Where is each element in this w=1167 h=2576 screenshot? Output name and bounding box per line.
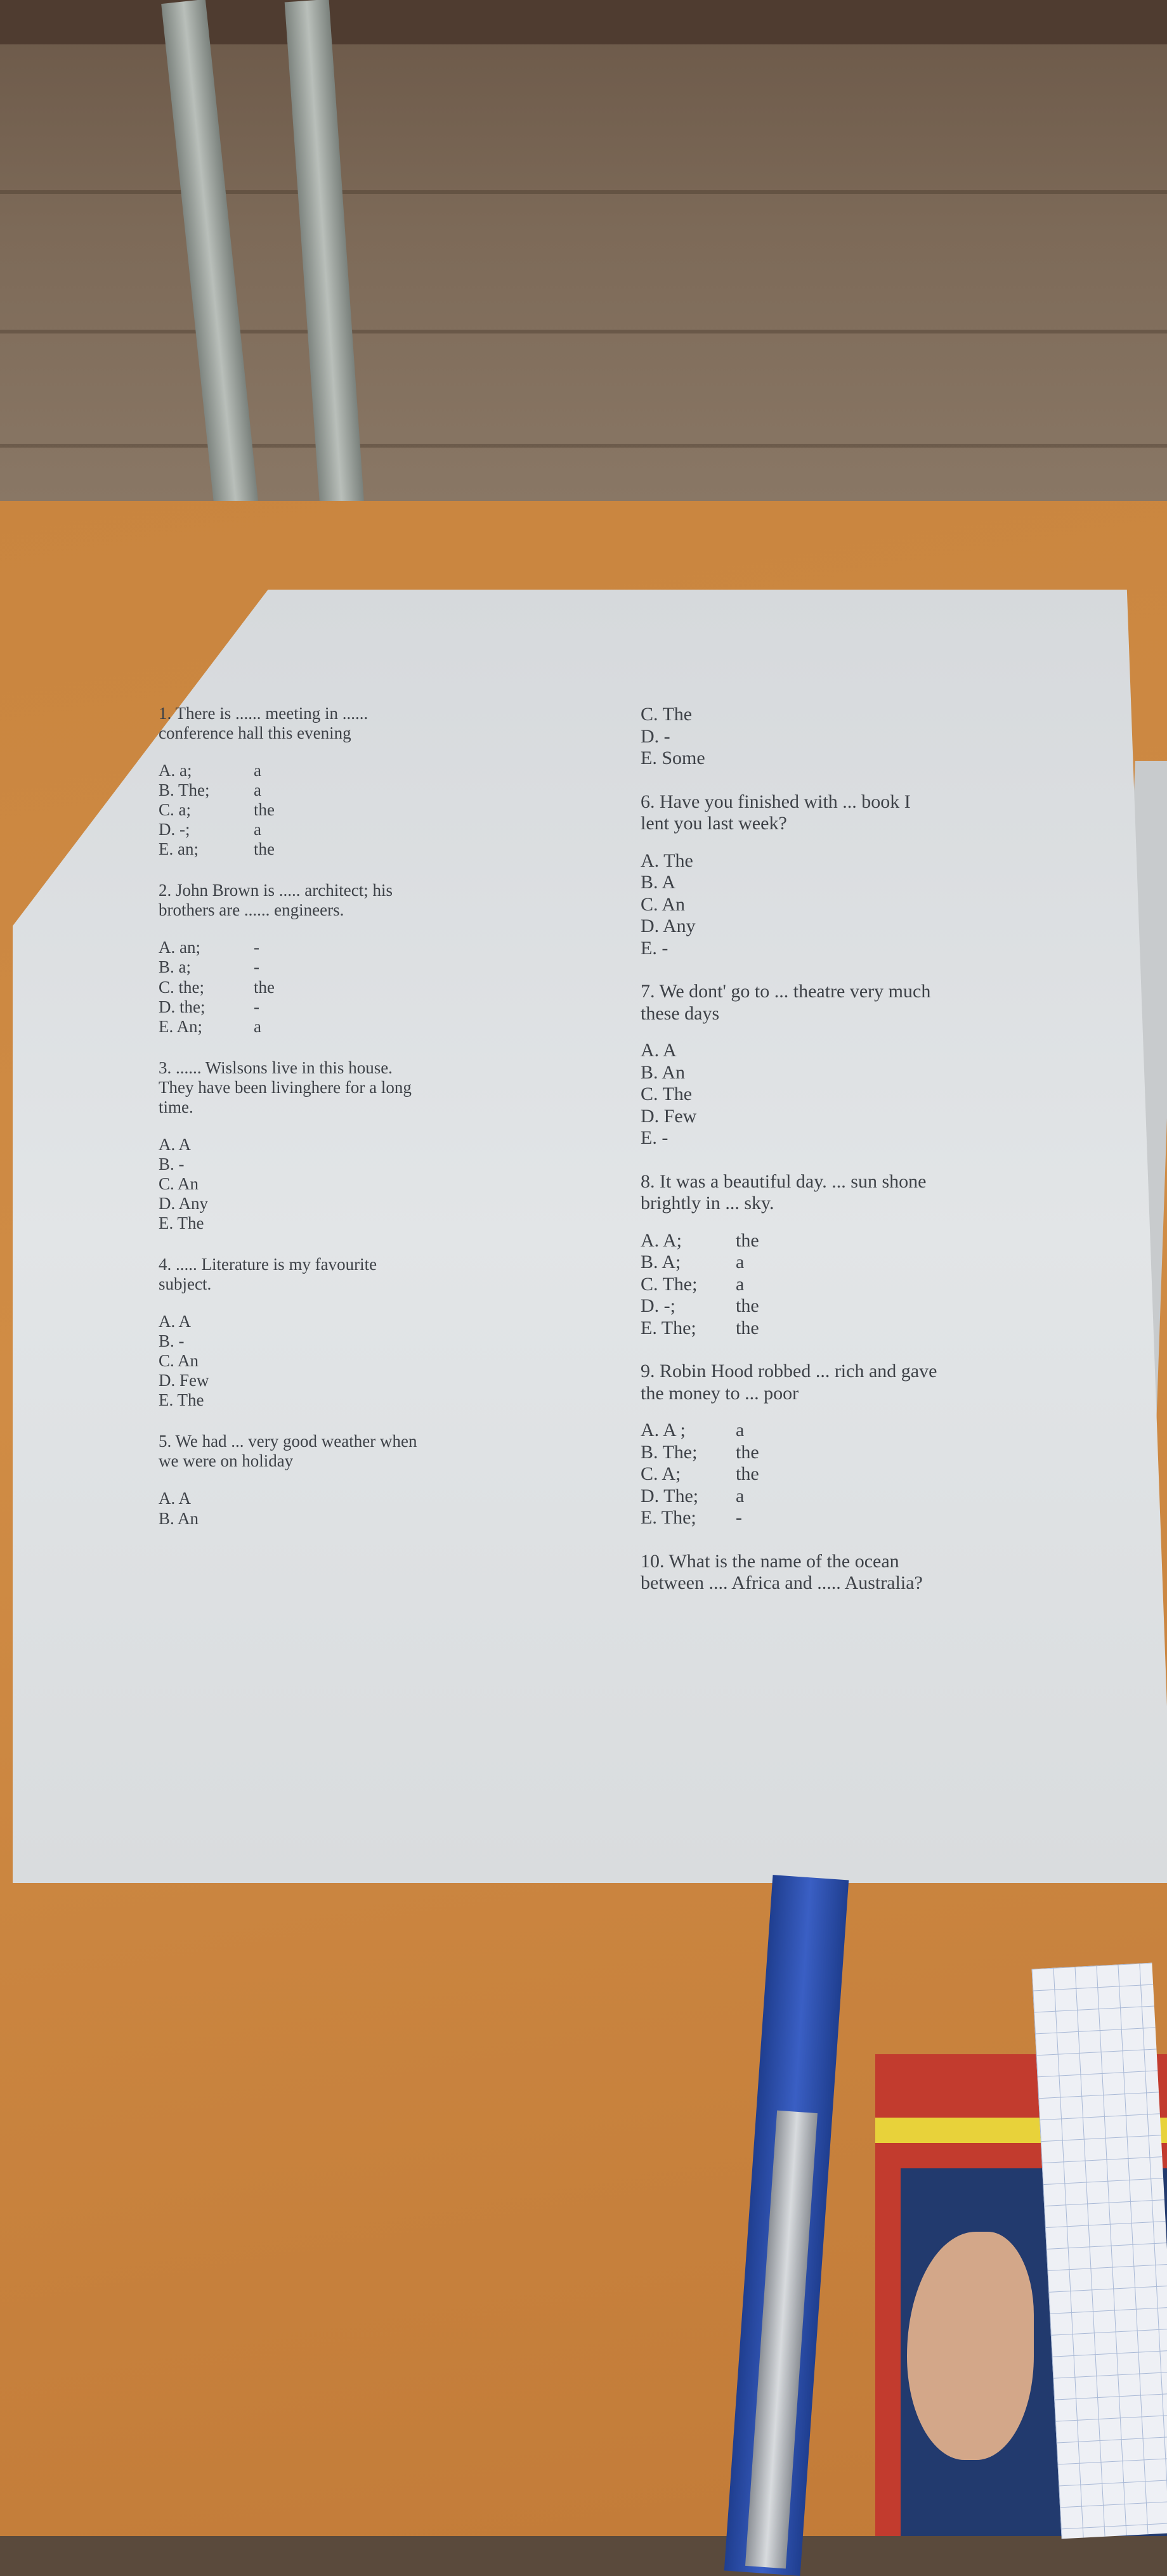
answer-option: [159, 1017, 615, 1037]
option-letter-first: E. -: [641, 1127, 668, 1148]
answer-option: [159, 978, 615, 997]
option-letter-first: E. The;: [641, 1507, 696, 1528]
option-letter-first: B. A;: [641, 1252, 681, 1272]
option-second: the: [736, 1229, 759, 1251]
option-letter-first: B. An: [159, 1508, 199, 1528]
answer-option: [159, 1214, 615, 1233]
question-text: 6. Have you finished with ... book I: [641, 791, 911, 812]
option-letter-first: A. a;: [159, 761, 192, 780]
option-letter-first: E. Some: [641, 748, 705, 768]
question-block-q2: [159, 881, 615, 1036]
question-text: brothers are ...... engineers.: [159, 900, 344, 920]
option-letter-first: E. The: [159, 1213, 204, 1233]
option-letter-first: A. A ;: [641, 1420, 686, 1440]
option-letter-first: D. Any: [641, 916, 696, 936]
answer-option: [159, 1331, 615, 1351]
answer-option: [641, 1230, 1123, 1252]
answer-option: [159, 1390, 615, 1410]
answer-option: [159, 1489, 615, 1508]
option-letter-first: E. The;: [641, 1317, 696, 1338]
option-second: a: [736, 1420, 745, 1440]
question-text: between .... Africa and ..... Australia?: [641, 1572, 923, 1593]
option-second: -: [254, 938, 259, 957]
option-letter-first: C. the;: [159, 977, 204, 997]
answer-option: [641, 1084, 1123, 1106]
question-text: 1. There is ...... meeting in ......: [159, 704, 368, 723]
question-text: 7. We dont' go to ... theatre very much: [641, 981, 931, 1002]
option-second: the: [736, 1295, 759, 1316]
question-text: 10. What is the name of the ocean: [641, 1550, 899, 1572]
answer-option: [641, 1040, 1123, 1062]
option-second: the: [736, 1317, 759, 1338]
option-letter-first: D. -;: [641, 1295, 675, 1316]
option-letter-first: D. -: [641, 725, 670, 747]
answer-option: [641, 1062, 1123, 1084]
option-second: the: [254, 800, 275, 820]
question-text: lent you last week?: [641, 813, 787, 834]
option-letter-first: D. The;: [641, 1485, 699, 1506]
option-letter-first: A. A: [159, 1312, 192, 1331]
option-second: the: [736, 1441, 759, 1463]
answer-option: [641, 872, 1123, 894]
answer-option: [159, 1351, 615, 1371]
option-letter-first: C. A;: [641, 1463, 681, 1484]
question-text: 5. We had ... very good weather when: [159, 1432, 417, 1451]
option-letter-first: E. -: [641, 937, 668, 959]
answer-option: [641, 726, 1123, 748]
question-block-q5-cont: [641, 704, 1123, 770]
question-block-q9: [641, 1361, 1123, 1529]
option-letter-first: A. A: [641, 1040, 677, 1061]
answer-option: [641, 938, 1123, 960]
answer-option: [641, 1463, 1123, 1485]
question-text: conference hall this evening: [159, 723, 351, 743]
answer-option: [641, 1127, 1123, 1149]
answer-option: [159, 780, 615, 800]
answer-option: [641, 1317, 1123, 1340]
left-column: [159, 704, 615, 1550]
question-text: 8. It was a beautiful day. ... sun shone: [641, 1170, 927, 1192]
option-second: a: [254, 761, 261, 780]
question-text: brightly in ... sky.: [641, 1193, 774, 1214]
answer-option: [159, 1509, 615, 1529]
answer-option: [159, 761, 615, 780]
option-letter-first: B. -: [159, 1331, 185, 1351]
answer-option: [641, 1507, 1123, 1529]
answer-option: [641, 704, 1123, 726]
answer-option: [159, 1312, 615, 1331]
question-block-q6: [641, 791, 1123, 960]
answer-option: [159, 1371, 615, 1390]
option-letter-first: D. the;: [159, 997, 205, 1016]
option-letter-first: A. A: [159, 1134, 192, 1154]
option-second: -: [254, 997, 259, 1016]
option-letter-first: E. an;: [159, 839, 199, 859]
option-letter-first: D. Few: [159, 1371, 209, 1390]
option-letter-first: B. The;: [159, 780, 210, 800]
option-letter-first: C. The;: [641, 1273, 698, 1295]
option-letter-first: C. The: [641, 704, 693, 725]
option-letter-first: C. An: [159, 1174, 199, 1193]
option-letter-first: C. An: [641, 893, 686, 915]
option-letter-first: C. The: [641, 1084, 693, 1104]
option-letter-first: D. -;: [159, 820, 190, 839]
question-text: the money to ... poor: [641, 1382, 799, 1404]
answer-option: [641, 748, 1123, 770]
option-letter-first: B. -: [159, 1154, 185, 1174]
option-second: -: [254, 957, 259, 977]
question-block-q4: [159, 1255, 615, 1410]
answer-option: [159, 1135, 615, 1155]
answer-option: [641, 850, 1123, 872]
question-text: we were on holiday: [159, 1451, 294, 1471]
option-letter-first: C. a;: [159, 800, 191, 820]
answer-option: [641, 1485, 1123, 1508]
option-letter-first: C. An: [159, 1351, 199, 1371]
answer-option: [641, 1274, 1123, 1296]
option-letter-first: A. A;: [641, 1229, 682, 1251]
answer-option: [641, 1106, 1123, 1128]
answer-option: [641, 1442, 1123, 1464]
option-letter-first: B. A: [641, 872, 676, 893]
answer-option: [159, 839, 615, 859]
answer-option: [641, 1252, 1123, 1274]
option-letter-first: A. an;: [159, 938, 200, 957]
question-block-q3: [159, 1058, 615, 1233]
answer-option: [159, 1194, 615, 1214]
question-text: 9. Robin Hood robbed ... rich and gave: [641, 1361, 937, 1382]
answer-option: [159, 938, 615, 957]
answer-option: [159, 997, 615, 1017]
option-second: the: [736, 1463, 759, 1484]
answer-option: [159, 800, 615, 820]
option-letter-first: E. The: [159, 1390, 204, 1410]
question-text: subject.: [159, 1274, 212, 1294]
question-text: 3. ...... Wislsons live in this house.: [159, 1058, 393, 1077]
answer-option: [641, 916, 1123, 938]
question-block-q5: [159, 1432, 615, 1528]
option-second: a: [736, 1273, 745, 1295]
question-text: 2. John Brown is ..... architect; his: [159, 881, 393, 900]
question-block-q7: [641, 981, 1123, 1149]
question-text: They have been livinghere for a long: [159, 1077, 412, 1097]
option-second: a: [254, 820, 261, 839]
option-letter-first: B. a;: [159, 957, 191, 977]
answer-option: [159, 820, 615, 839]
option-letter-first: B. The;: [641, 1441, 698, 1463]
question-block-q10: [641, 1551, 1123, 1610]
option-letter-first: A. A: [159, 1489, 192, 1508]
question-text: 4. ..... Literature is my favourite: [159, 1255, 377, 1274]
option-second: a: [254, 780, 261, 800]
question-block-q1: [159, 704, 615, 859]
question-text: these days: [641, 1002, 720, 1024]
option-letter-first: E. An;: [159, 1016, 203, 1036]
question-text: time.: [159, 1097, 193, 1116]
option-second: -: [736, 1507, 742, 1528]
option-letter-first: B. An: [641, 1061, 686, 1083]
answer-option: [641, 1420, 1123, 1442]
answer-option: [159, 1155, 615, 1174]
answer-option: [159, 1174, 615, 1194]
option-letter-first: D. Any: [159, 1193, 209, 1213]
option-second: the: [254, 839, 275, 859]
option-second: a: [254, 1016, 261, 1036]
option-second: the: [254, 977, 275, 997]
answer-option: [641, 1295, 1123, 1317]
option-second: a: [736, 1485, 745, 1506]
answer-option: [641, 894, 1123, 916]
question-block-q8: [641, 1171, 1123, 1340]
option-letter-first: D. Few: [641, 1105, 697, 1127]
answer-option: [159, 957, 615, 977]
option-second: a: [736, 1252, 745, 1272]
option-letter-first: A. The: [641, 850, 693, 871]
right-column: [641, 704, 1123, 1631]
